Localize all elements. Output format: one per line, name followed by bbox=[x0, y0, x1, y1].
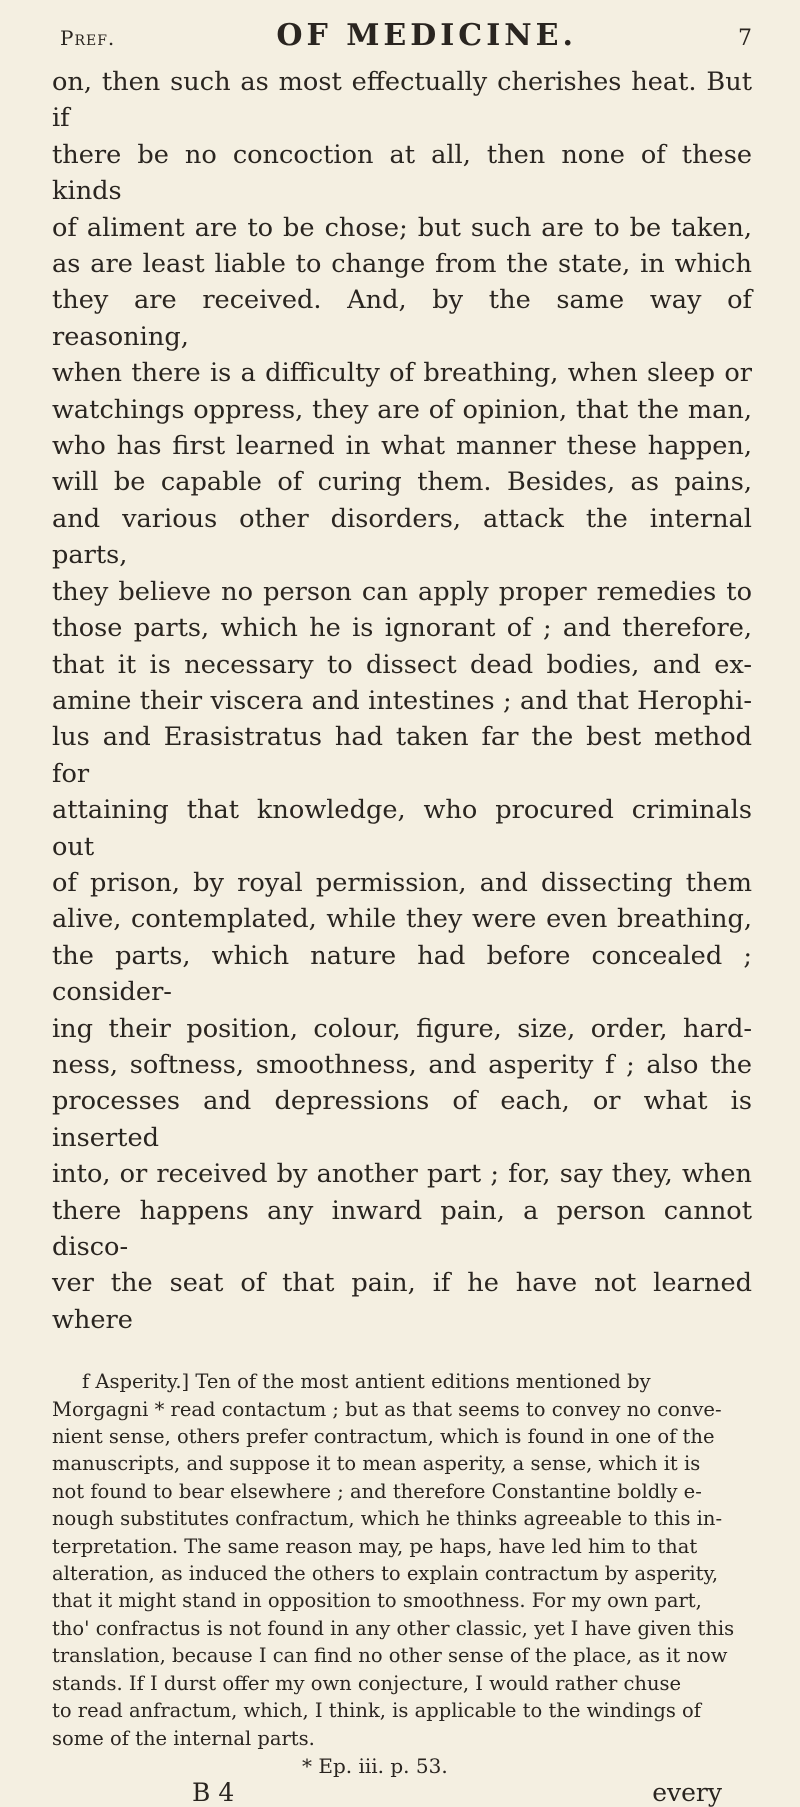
body-line: ness, softness, smoothness, and asperity f ; also the bbox=[52, 1049, 752, 1080]
signature-mark: B 4 bbox=[192, 1777, 235, 1807]
footnote-line: translation, because I can find no other sense of the place, as it now bbox=[52, 1644, 728, 1668]
body-text bbox=[52, 64, 752, 1338]
body-line: on, then such as most effectually cherishes heat. But if bbox=[52, 67, 752, 134]
body-line: those parts, which he is ignorant of ; and therefore, bbox=[52, 613, 752, 644]
body-line: of aliment are to be chose; but such are to be taken, bbox=[52, 212, 752, 243]
body-line: they are received. And, by the same way of reasoning, bbox=[52, 285, 752, 352]
footnote-line: Morgagni * read contactum ; but as that seems to convey no conve- bbox=[52, 1397, 722, 1421]
header-title: OF MEDICINE. bbox=[276, 18, 577, 53]
footnote-reference: * Ep. iii. p. 53. bbox=[302, 1753, 448, 1778]
footnote-line: tho' confractus is not found in any other classic, yet I have given this bbox=[52, 1616, 735, 1640]
footnote-line: stands. If I durst offer my own conjecture, I would rather chuse bbox=[52, 1671, 682, 1695]
footnote-line: some of the internal parts. bbox=[52, 1726, 315, 1750]
body-line: processes and depressions of each, or what is inserted bbox=[52, 1086, 752, 1153]
header-left: Pref. bbox=[60, 26, 116, 50]
footnote-end bbox=[52, 1754, 752, 1778]
body-line: watchings oppress, they are of opinion, that the man, bbox=[52, 394, 752, 425]
body-line: attaining that knowledge, who procured criminals out bbox=[52, 795, 752, 862]
body-line: and various other disorders, attack the internal parts, bbox=[52, 503, 752, 571]
body-line: there happens any inward pain, a person cannot disco- bbox=[52, 1195, 752, 1262]
body-line: who has first learned in what manner these happen, bbox=[52, 431, 752, 462]
footnote-line: f Asperity.] Ten of the most antient editions mentioned by bbox=[82, 1370, 651, 1394]
body-line: there be no concoction at all, then none of these kinds bbox=[52, 139, 752, 207]
page-number: 7 bbox=[737, 26, 752, 51]
page-foot bbox=[52, 1778, 752, 1807]
running-header bbox=[52, 18, 752, 64]
footnote-line: alteration, as induced the others to explain contractum by asperity, bbox=[52, 1562, 719, 1586]
footnote-line: to read anfractum, which, I think, is applicable to the windings of bbox=[52, 1699, 701, 1723]
body-line: as are least liable to change from the state, in which bbox=[52, 249, 752, 280]
body-line: amine their viscera and intestines ; and that Herophi- bbox=[52, 685, 752, 716]
body-line: the parts, which nature had before concealed ; consider- bbox=[52, 940, 752, 1008]
body-line: when there is a difficulty of breathing, when sleep or bbox=[52, 358, 752, 389]
body-line: will be capable of curing them. Besides, as pains, bbox=[52, 467, 752, 498]
body-line: alive, contemplated, while they were even breathing, bbox=[52, 904, 752, 935]
footnote bbox=[52, 1368, 752, 1752]
body-line: ing their position, colour, figure, size, order, hard- bbox=[52, 1013, 752, 1044]
footnote-line: nough substitutes confractum, which he thinks agreeable to this in- bbox=[52, 1507, 723, 1531]
body-line: that it is necessary to dissect dead bodies, and ex- bbox=[52, 649, 752, 680]
body-line: lus and Erasistratus had taken far the best method for bbox=[52, 722, 752, 789]
footnote-line: that it might stand in opposition to smoothness. For my own part, bbox=[52, 1589, 702, 1613]
footnote-line: nient sense, others prefer contractum, which is found in one of the bbox=[52, 1425, 715, 1449]
body-line: into, or received by another part ; for, say they, when bbox=[52, 1159, 752, 1190]
body-line: of prison, by royal permission, and dissecting them bbox=[52, 867, 752, 898]
footnote-line: not found to bear elsewhere ; and therefore Constantine boldly e- bbox=[52, 1479, 702, 1503]
body-line: they believe no person can apply proper remedies to bbox=[52, 576, 752, 607]
body-line: ver the seat of that pain, if he have not learned where bbox=[52, 1268, 752, 1335]
catchword: every bbox=[652, 1777, 722, 1807]
footnote-line: terpretation. The same reason may, pe haps, have led him to that bbox=[52, 1534, 698, 1558]
footnote-line: manuscripts, and suppose it to mean asperity, a sense, which it is bbox=[52, 1452, 701, 1476]
